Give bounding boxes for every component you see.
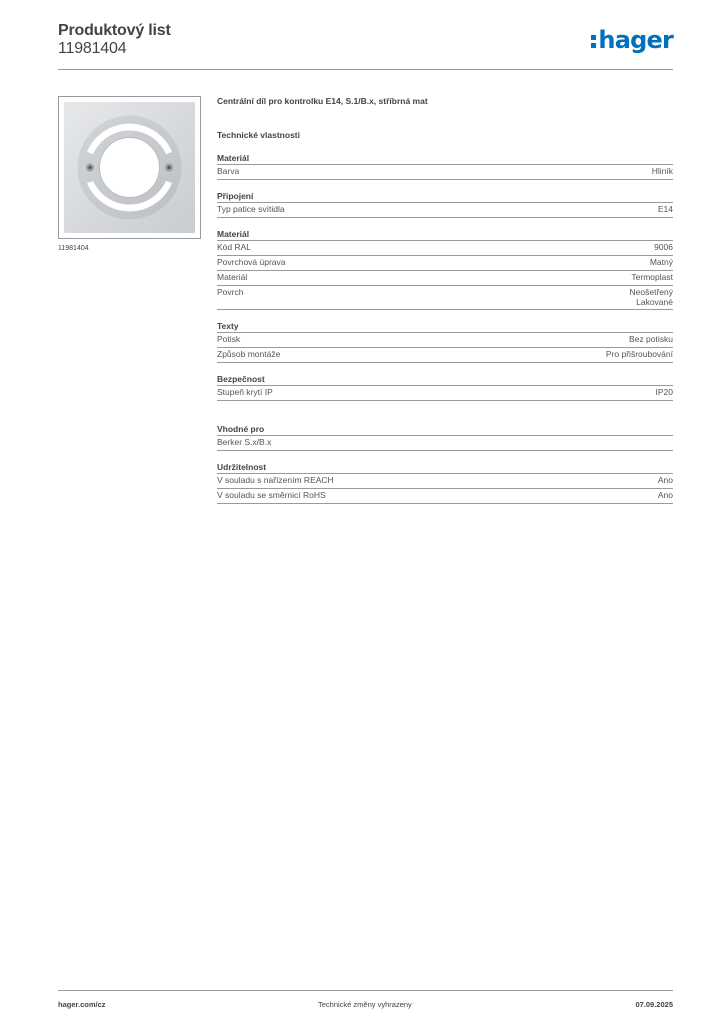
spec-label: Povrch <box>217 287 244 297</box>
logo-text: hager <box>598 26 673 54</box>
spec-row <box>217 256 673 271</box>
spec-value-multi <box>630 287 673 307</box>
section-title: Texty <box>217 321 673 333</box>
spec-value-line: Lakované <box>636 297 673 307</box>
section-title: Vhodné pro <box>217 424 673 436</box>
cover-plate-illustration <box>62 100 197 235</box>
section-title: Připojení <box>217 191 673 203</box>
spec-row <box>217 386 673 401</box>
spec-row <box>217 474 673 489</box>
website-link[interactable]: hager.com/cz <box>58 1000 106 1009</box>
section-material <box>217 229 673 310</box>
spec-label: V souladu s nařízením REACH <box>217 475 334 485</box>
section-suitable-for <box>217 424 673 451</box>
product-number: 11981404 <box>58 40 127 57</box>
spec-label: Stupeň krytí IP <box>217 387 273 397</box>
product-details <box>217 96 673 504</box>
section-sustainability <box>217 462 673 504</box>
spec-value: Ano <box>657 475 673 485</box>
spec-label: Barva <box>217 166 240 176</box>
logo-dots-icon <box>591 35 596 48</box>
spec-label: Typ patice svítidla <box>217 204 285 214</box>
section-texts <box>217 321 673 363</box>
page-footer <box>58 990 673 1016</box>
spec-value: Pro přišroubování <box>605 349 673 359</box>
section-title: Materiál <box>217 153 673 165</box>
spec-label: V souladu se směrnicí RoHS <box>217 490 326 500</box>
image-caption: 11981404 <box>58 245 89 252</box>
spec-label: Způsob montáže <box>217 349 281 359</box>
spec-row <box>217 241 673 256</box>
spec-row <box>217 333 673 348</box>
document-title: Produktový list <box>58 22 171 39</box>
spec-value: E14 <box>657 204 673 214</box>
section-safety <box>217 374 673 401</box>
section-connection <box>217 191 673 218</box>
section-title: Udržitelnost <box>217 462 673 474</box>
spec-label: Kód RAL <box>217 242 252 252</box>
page-header <box>58 20 673 70</box>
spec-row <box>217 348 673 363</box>
spec-label: Berker S.x/B.x <box>217 437 272 447</box>
spec-label: Povrchová úprava <box>217 257 286 267</box>
spec-value: IP20 <box>655 387 673 397</box>
spec-value: 9006 <box>654 242 673 252</box>
section-title: Materiál <box>217 229 673 241</box>
spec-value: Matný <box>649 257 673 267</box>
spec-value: Bez potisku <box>629 334 673 344</box>
technical-properties-title: Technické vlastnosti <box>217 130 300 140</box>
spec-value: Termoplast <box>631 272 673 282</box>
spec-label: Potisk <box>217 334 241 344</box>
hager-logo <box>591 26 673 54</box>
footer-date: 07.09.2025 <box>635 1000 673 1009</box>
spec-value: Hliník <box>651 166 673 176</box>
spec-value: Ano <box>657 490 673 500</box>
spec-row <box>217 489 673 504</box>
spec-row <box>217 203 673 218</box>
product-description: Centrální díl pro kontrolku E14, S.1/B.x, stříbrná mat <box>217 96 428 106</box>
section-material-color <box>217 153 673 180</box>
spec-row <box>217 286 673 310</box>
section-title: Bezpečnost <box>217 374 673 386</box>
spec-label: Materiál <box>217 272 248 282</box>
spec-row <box>217 436 673 451</box>
product-image <box>58 96 201 239</box>
footer-notice: Technické změny vyhrazeny <box>318 1000 412 1009</box>
spec-row <box>217 271 673 286</box>
spec-row <box>217 165 673 180</box>
spec-value-line: Neošetřený <box>629 287 673 297</box>
